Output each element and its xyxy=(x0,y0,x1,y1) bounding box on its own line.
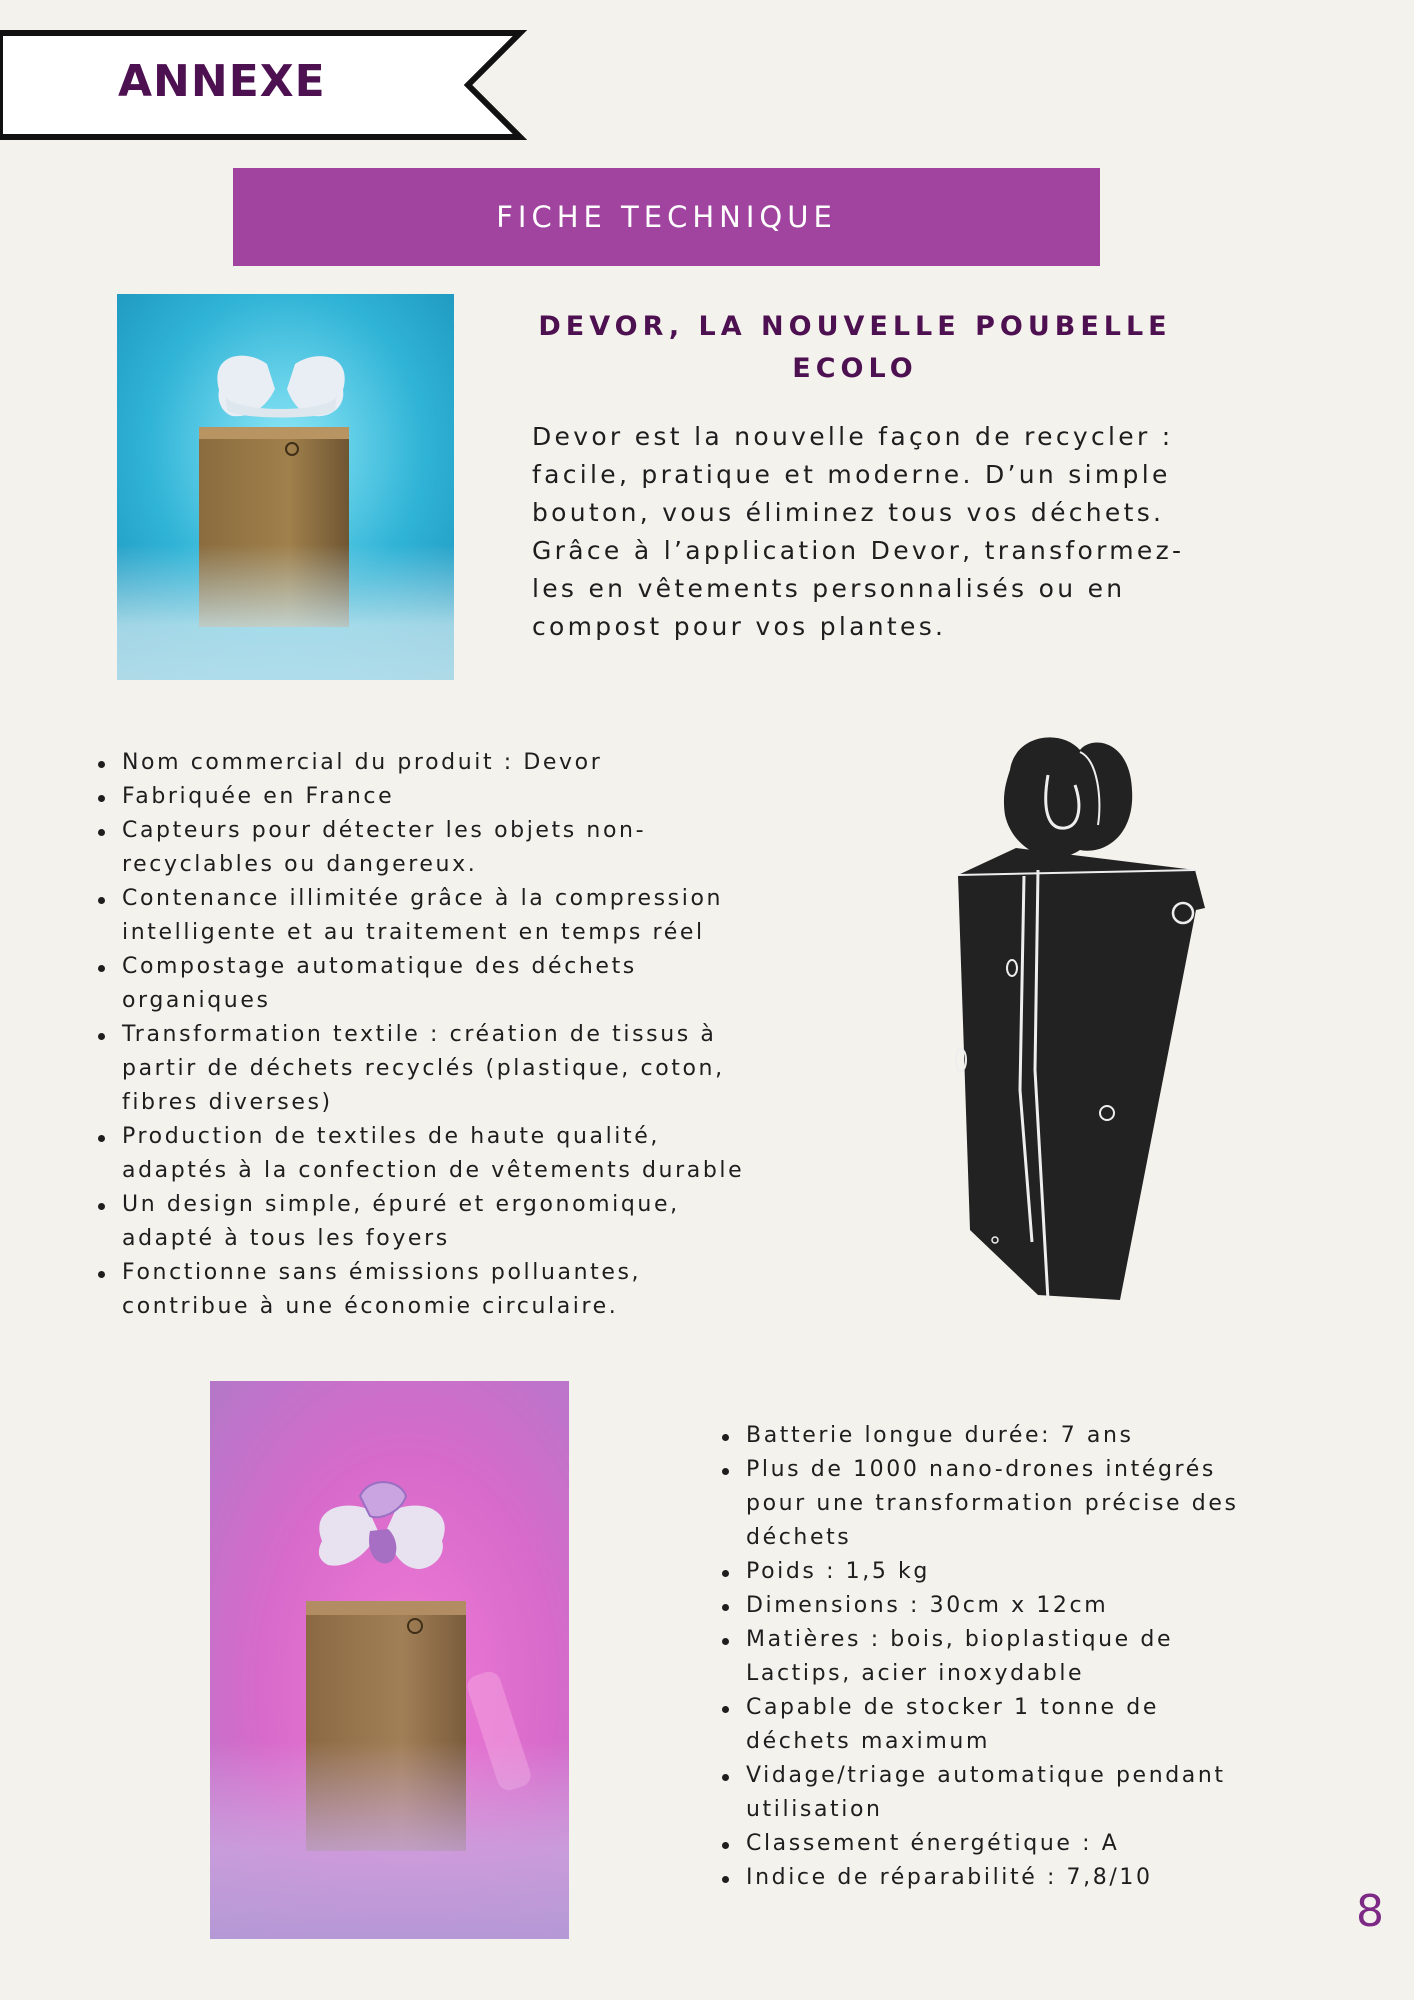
product-title-line: ECOLO xyxy=(792,353,918,384)
product-description xyxy=(532,418,1212,646)
list-item: Production de textiles de haute qualité, adaptés à la confection de vêtements durable xyxy=(122,1120,842,1188)
list-item: Nom commercial du produit : Devor xyxy=(122,746,842,780)
description-line: Devor est la nouvelle façon de recycler : xyxy=(532,422,1174,451)
description-line: Grâce à l’application Devor, transformez- xyxy=(532,536,1185,565)
list-item: Dimensions : 30cm x 12cm xyxy=(746,1589,1396,1623)
list-item: Capable de stocker 1 tonne de déchets maximum xyxy=(746,1691,1396,1759)
product-illustration xyxy=(930,730,1230,1310)
list-item: Fabriquée en France xyxy=(122,780,842,814)
page-number: 8 xyxy=(1356,1886,1384,1937)
product-title xyxy=(520,306,1190,390)
list-item: Vidage/triage automatique pendant utilisation xyxy=(746,1759,1396,1827)
list-item: Plus de 1000 nano-drones intégrés pour une transformation précise des déchets xyxy=(746,1453,1396,1555)
list-item: Contenance illimitée grâce à la compression intelligente et au traitement en temps réel xyxy=(122,882,842,950)
description-line: compost pour vos plantes. xyxy=(532,612,947,641)
list-item: Matières : bois, bioplastique de Lactips, acier inoxydable xyxy=(746,1623,1396,1691)
list-item: Fonctionne sans émissions polluantes, contribue à une économie circulaire. xyxy=(122,1256,842,1324)
list-item: Transformation textile : création de tissus à partir de déchets recyclés (plastique, coton, fibres diverses) xyxy=(122,1018,842,1120)
list-item: Classement énergétique : A xyxy=(746,1827,1396,1861)
banner-label: FICHE TECHNIQUE xyxy=(496,200,837,234)
product-photo-blue xyxy=(117,294,454,680)
list-item: Indice de réparabilité : 7,8/10 xyxy=(746,1861,1396,1895)
page-title: ANNEXE xyxy=(118,56,326,107)
list-item: Un design simple, épuré et ergonomique, adapté à tous les foyers xyxy=(122,1188,842,1256)
description-line: bouton, vous éliminez tous vos déchets. xyxy=(532,498,1165,527)
list-item: Batterie longue durée: 7 ans xyxy=(746,1419,1396,1453)
section-banner xyxy=(233,168,1100,266)
spec-list-technical xyxy=(716,1419,1396,1895)
list-item: Compostage automatique des déchets organiques xyxy=(122,950,842,1018)
list-item: Poids : 1,5 kg xyxy=(746,1555,1396,1589)
spec-list-features xyxy=(92,746,842,1324)
product-photo-pink xyxy=(210,1381,569,1939)
description-line: les en vêtements personnalisés ou en xyxy=(532,574,1126,603)
description-line: facile, pratique et moderne. D’un simple xyxy=(532,460,1171,489)
product-title-line: DEVOR, LA NOUVELLE POUBELLE xyxy=(538,311,1172,342)
list-item: Capteurs pour détecter les objets non- recyclables ou dangereux. xyxy=(122,814,842,882)
